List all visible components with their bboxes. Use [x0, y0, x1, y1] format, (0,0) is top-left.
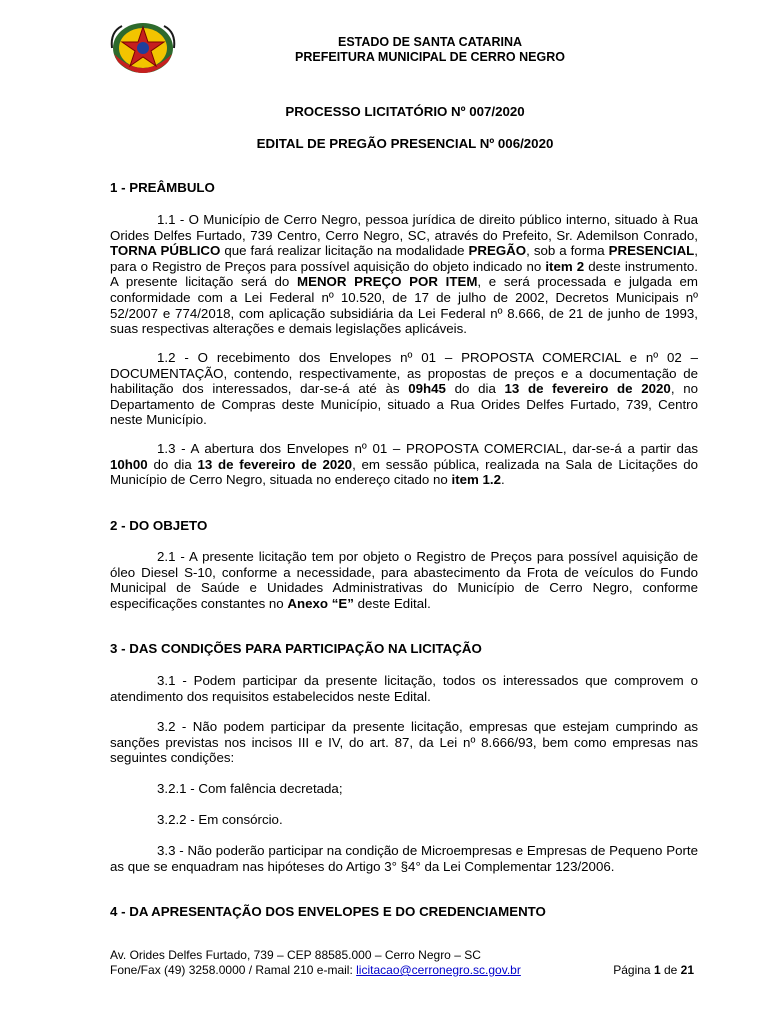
footer-contact — [110, 963, 700, 977]
section-1-heading: 1 - PREÂMBULO — [110, 180, 215, 195]
paragraph-2-1: 2.1 - A presente licitação tem por objeto o Registro de Preços para possível aquisição de óleo Diesel S-10, conforme a necessidade, para abastecimento da Frota de veículos do Fundo Municipal de Saúde e Unidades Administrativas do Município de Cerro Negro, conforme especificações constantes no Anexo “E” deste Edital. — [110, 549, 698, 611]
paragraph-3-2: 3.2 - Não podem participar da presente licitação, empresas que estejam cumprindo as sanções previstas nos incisos III e IV, do art. 87, da Lei nº 8.666/93, bem como empresas nas seguintes condições: — [110, 719, 698, 766]
footer-address: Av. Orides Delfes Furtado, 739 – CEP 88585.000 – Cerro Negro – SC — [110, 948, 481, 962]
header-state: ESTADO DE SANTA CATARINA — [337, 35, 523, 49]
paragraph-3-1: 3.1 - Podem participar da presente licitação, todos os interessados que comprovem o atendimento dos requisitos estabelecidos neste Edital. — [110, 673, 698, 704]
paragraph-3-3: 3.3 - Não poderão participar na condição de Microempresas e Empresas de Pequeno Porte as que se enquadram nas hipóteses do Artigo 3° §4° da Lei Complementar 123/2006. — [110, 843, 698, 874]
paragraph-1-3: 1.3 - A abertura dos Envelopes nº 01 – PROPOSTA COMERCIAL, dar-se-á a partir das 10h00 do dia 13 de fevereiro de 2020, em sessão pública, realizada na Sala de Licitações do Município de Cerro Negro, situada no endereço citado no item 1.2. — [110, 441, 698, 488]
paragraph-1-2: 1.2 - O recebimento dos Envelopes nº 01 – PROPOSTA COMERCIAL e nº 02 – DOCUMENTAÇÃO, contendo, respectivamente, as propostas de preços e a documentação de habilitação dos interessados, dar-se-á até às 09h45 do dia 13 de fevereiro de 2020, no Departamento de Compras deste Município, situado a Rua Orides Delfes Furtado, 739, Centro neste Município. — [110, 350, 698, 428]
edital-title: EDITAL DE PREGÃO PRESENCIAL Nº 006/2020 — [256, 136, 554, 151]
process-title: PROCESSO LICITATÓRIO Nº 007/2020 — [285, 104, 525, 119]
section-3-heading: 3 - DAS CONDIÇÕES PARA PARTICIPAÇÃO NA LICITAÇÃO — [110, 641, 482, 656]
municipal-coat-of-arms-icon — [108, 18, 178, 78]
list-item-3-2-2: 3.2.2 - Em consórcio. — [157, 812, 283, 827]
paragraph-1-1: 1.1 - O Município de Cerro Negro, pessoa jurídica de direito público interno, situado à Rua Orides Delfes Furtado, 739 Centro, Cerro Negro, SC, através do Prefeito, Sr. Ademilson Conrado, TORNA PÚBLICO que fará realizar licitação na modalidade PREGÃO, sob a forma PRESENCIAL, para o Registro de Preços para possível aquisição do objeto indicado no item 2 deste instrumento. A presente licitação será do MENOR PREÇO POR ITEM, e será processada e julgada em conformidade com a Lei Federal nº 10.520, de 17 de julho de 2002, Decretos Municipais nº 52/2007 e 774/2018, com aplicação subsidiária da Lei Federal nº 8.666, de 21 de junho de 1993, suas respectivas alterações e demais legislações aplicáveis. — [110, 212, 698, 337]
list-item-3-2-1: 3.2.1 - Com falência decretada; — [157, 781, 343, 796]
section-2-heading: 2 - DO OBJETO — [110, 518, 208, 533]
page-number: Página 1 de 21 — [613, 963, 694, 977]
footer-phone: Fone/Fax (49) 3258.0000 / Ramal 210 e-mail: — [110, 963, 357, 977]
email-link[interactable]: licitacao@cerronegro.sc.gov.br — [356, 963, 521, 977]
section-4-heading: 4 - DA APRESENTAÇÃO DOS ENVELOPES E DO CREDENCIAMENTO — [110, 904, 546, 919]
header-prefecture: PREFEITURA MUNICIPAL DE CERRO NEGRO — [295, 50, 565, 64]
